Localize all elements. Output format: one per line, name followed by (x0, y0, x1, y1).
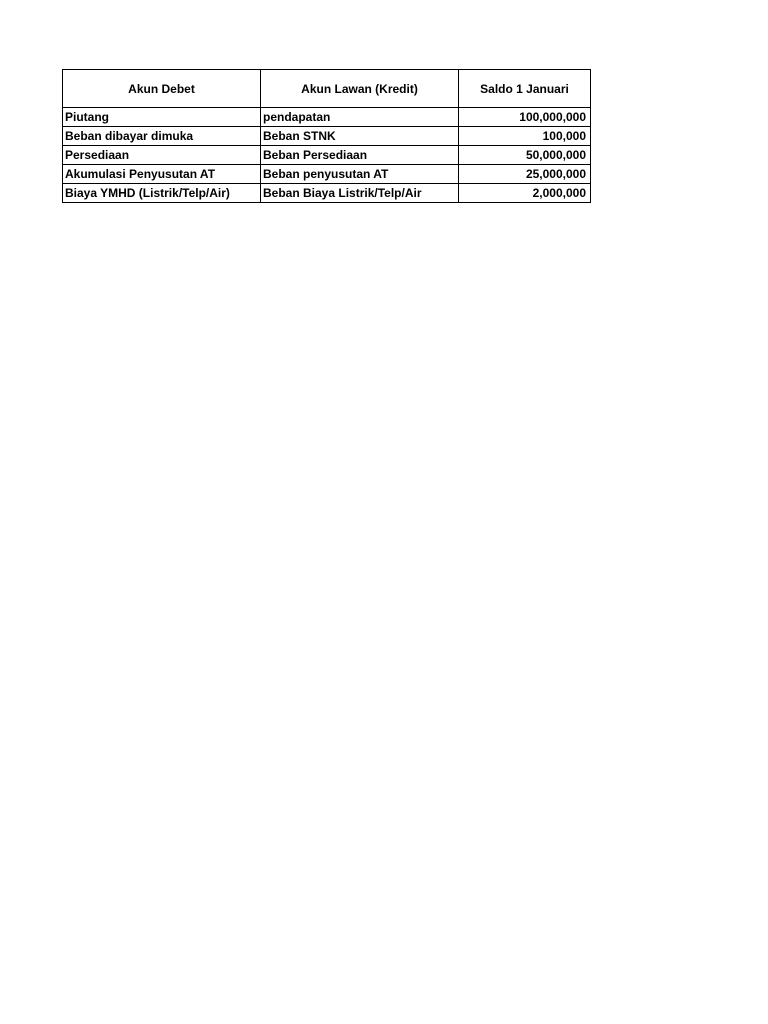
cell-saldo[interactable]: 100,000 (459, 127, 591, 146)
header-saldo-1-januari[interactable]: Saldo 1 Januari (459, 70, 591, 108)
header-akun-debet[interactable]: Akun Debet (63, 70, 261, 108)
cell-saldo[interactable]: 50,000,000 (459, 146, 591, 165)
table-row (63, 127, 591, 146)
account-balance-table (62, 69, 591, 203)
cell-akun-debet[interactable]: Persediaan (63, 146, 261, 165)
cell-saldo[interactable]: 25,000,000 (459, 165, 591, 184)
cell-akun-kredit[interactable]: Beban Persediaan (261, 146, 459, 165)
cell-akun-debet[interactable]: Biaya YMHD (Listrik/Telp/Air) (63, 184, 261, 203)
table-row (63, 184, 591, 203)
cell-saldo[interactable]: 2,000,000 (459, 184, 591, 203)
cell-akun-kredit[interactable]: Beban penyusutan AT (261, 165, 459, 184)
cell-saldo[interactable]: 100,000,000 (459, 108, 591, 127)
cell-akun-debet[interactable]: Akumulasi Penyusutan AT (63, 165, 261, 184)
table-row (63, 108, 591, 127)
cell-akun-kredit[interactable]: Beban STNK (261, 127, 459, 146)
table-row (63, 146, 591, 165)
header-row (63, 70, 591, 108)
cell-akun-kredit[interactable]: Beban Biaya Listrik/Telp/Air (261, 184, 459, 203)
table-row (63, 165, 591, 184)
cell-akun-debet[interactable]: Beban dibayar dimuka (63, 127, 261, 146)
cell-akun-debet[interactable]: Piutang (63, 108, 261, 127)
header-akun-lawan-kredit[interactable]: Akun Lawan (Kredit) (261, 70, 459, 108)
cell-akun-kredit[interactable]: pendapatan (261, 108, 459, 127)
